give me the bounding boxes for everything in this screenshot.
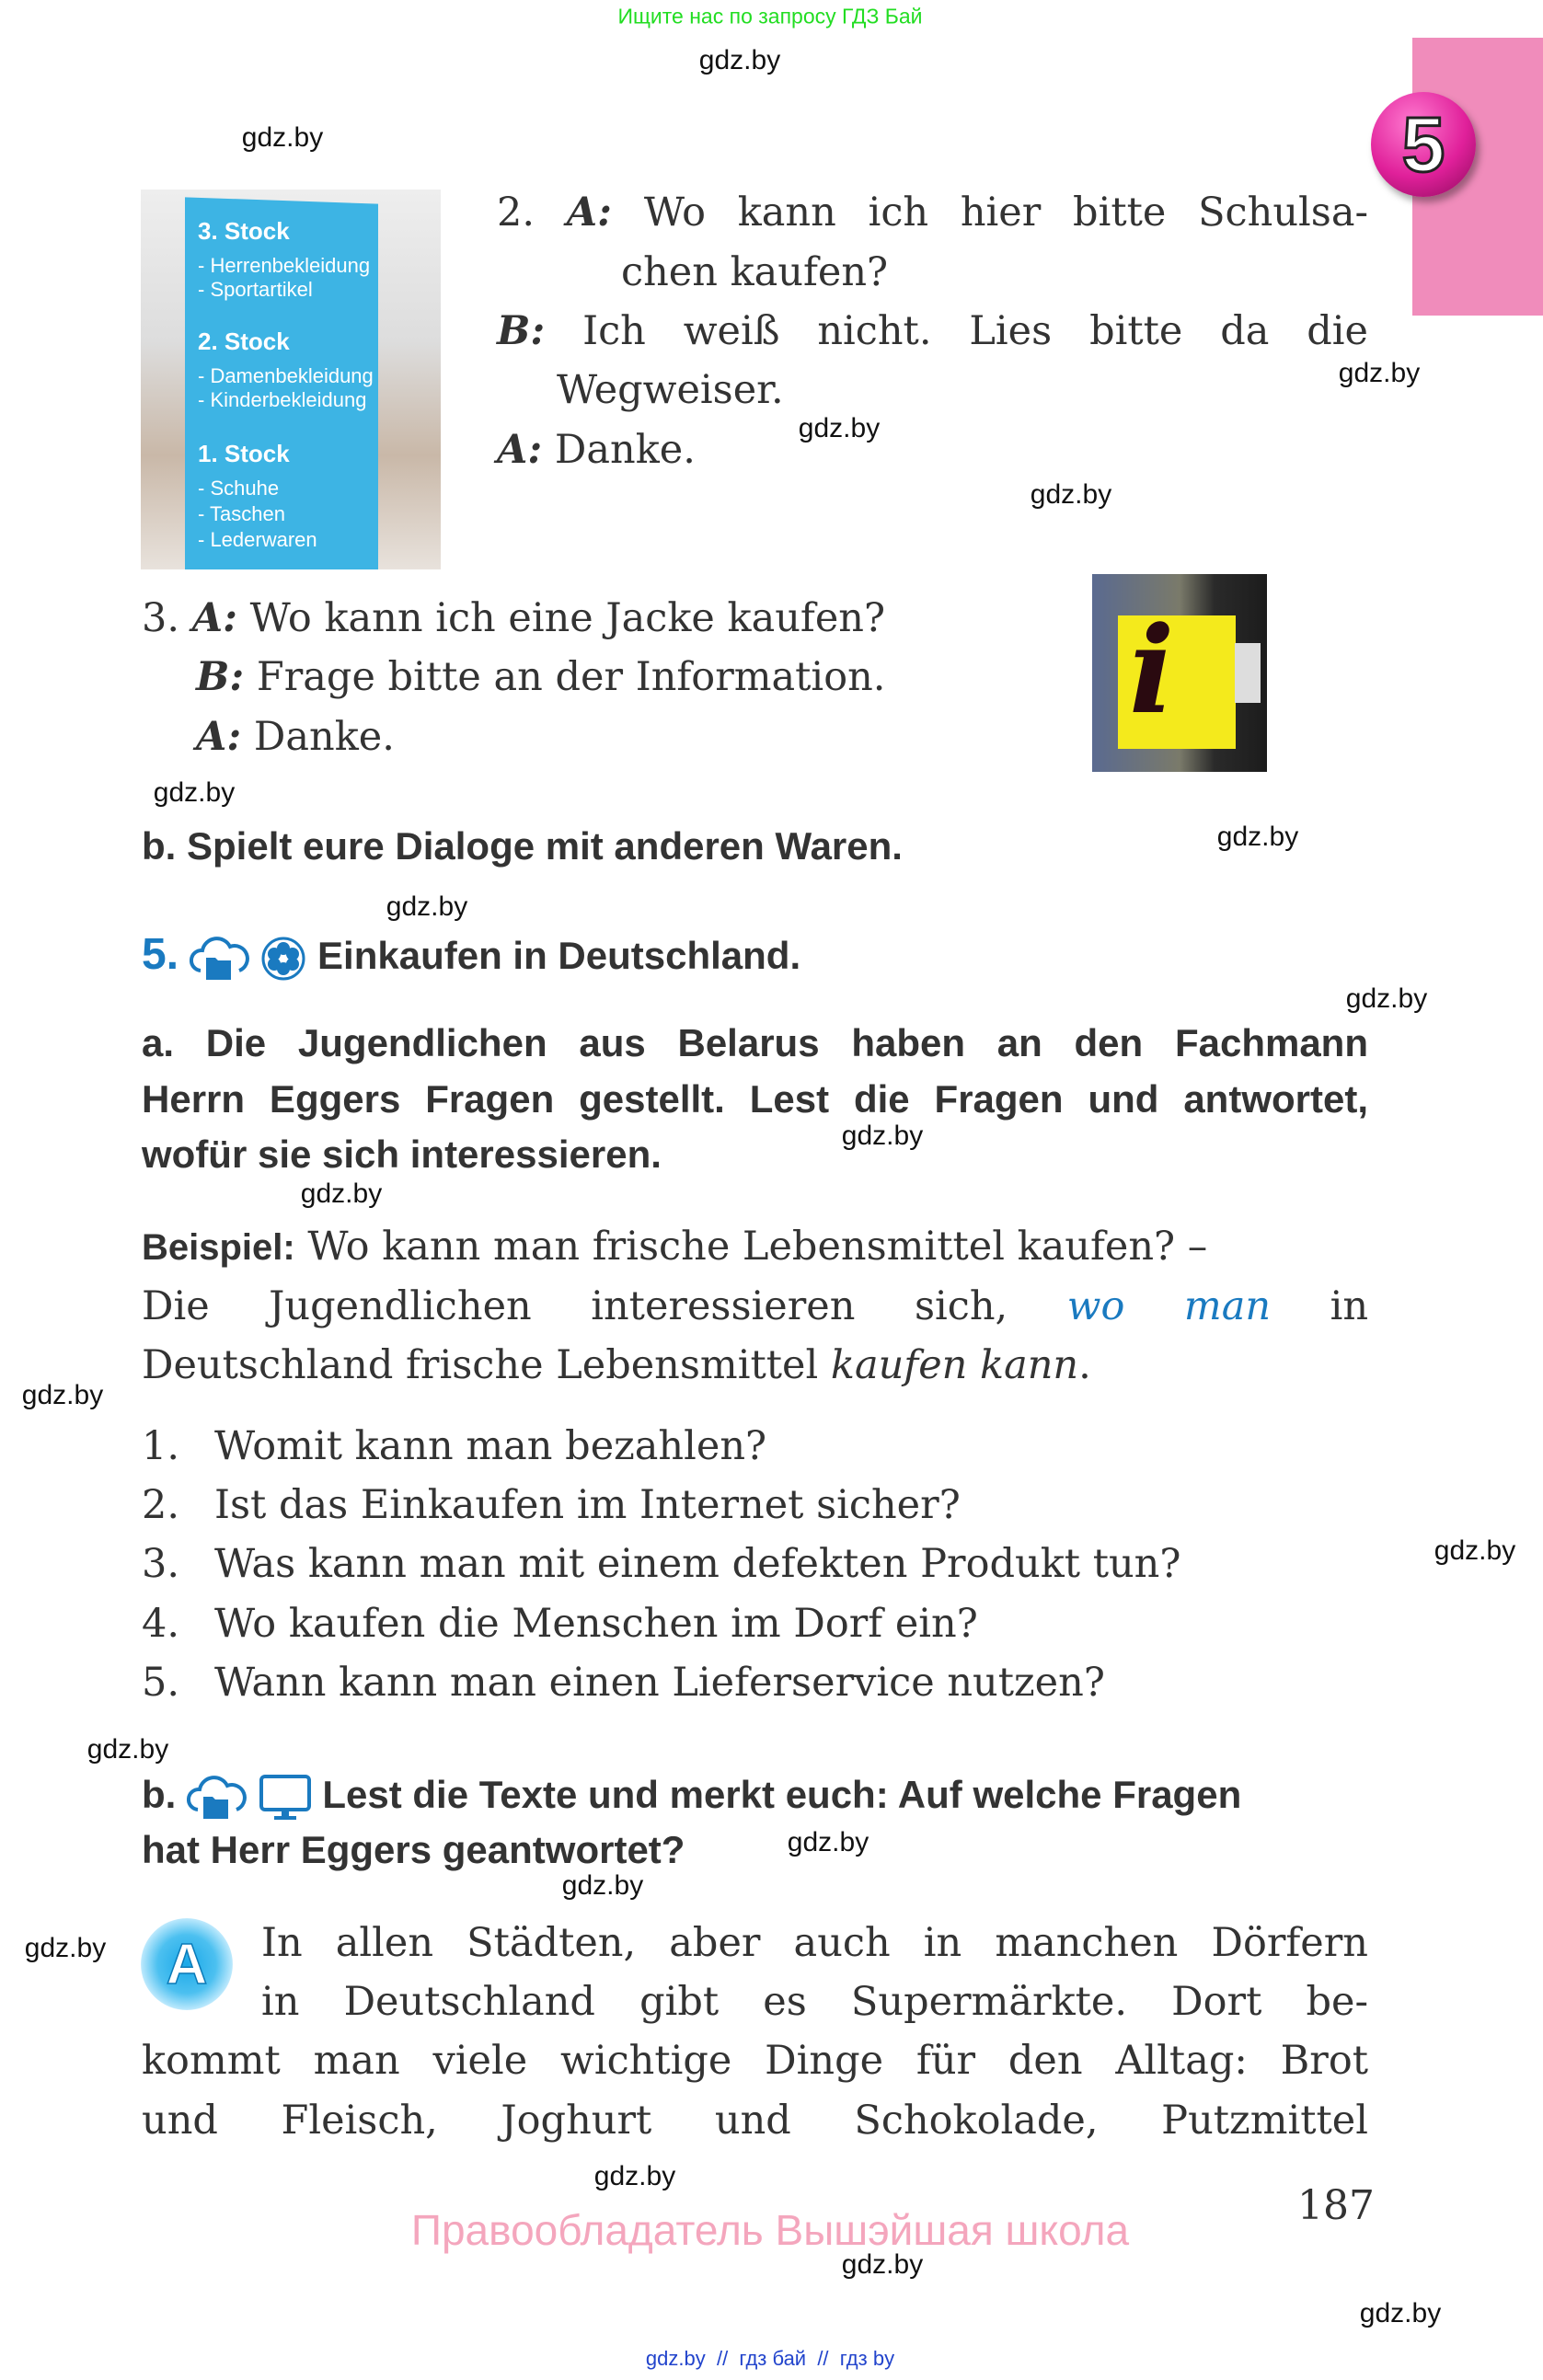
task-b-play: b. Spielt eure Dialoge mit anderen Waren. — [142, 824, 903, 868]
speaker-b: B: — [196, 654, 245, 700]
text-a-line: in Deutschland gibt es Supermärkte. Dort be- — [261, 1979, 1368, 2025]
chapter-badge: 5 — [1371, 92, 1476, 197]
exercise-heading — [142, 926, 800, 984]
flower-icon — [260, 936, 306, 982]
text-a-badge: A — [141, 1918, 233, 2010]
watermark: gdz.by — [86, 1734, 169, 1765]
card-holder — [1235, 643, 1261, 703]
watermark: gdz.by — [798, 413, 881, 443]
dialog-text: Danke. — [253, 714, 395, 760]
speaker-a: A: — [191, 595, 237, 641]
cloud-folder-icon — [187, 1775, 248, 1821]
task-label: b. — [142, 1773, 177, 1816]
question-item — [142, 1476, 961, 1535]
dialog2-line: Wegweiser. — [557, 367, 784, 413]
question-item — [142, 1417, 766, 1476]
watermark: gdz.by — [698, 45, 781, 75]
example-text: Die Jugendlichen interessieren sich, — [142, 1283, 1008, 1329]
computer-monitor-icon — [259, 1774, 312, 1822]
question-number: 3. — [142, 1541, 180, 1587]
task-b-line — [142, 1765, 1368, 1824]
watermark: gdz.by — [241, 122, 324, 153]
question-text: Wann kann man einen Lieferservice nutzen? — [214, 1660, 1105, 1706]
exercise-number: 5. — [142, 930, 179, 979]
watermark: gdz.by — [1434, 1535, 1516, 1566]
watermark: gdz.by — [153, 777, 236, 808]
watermark: gdz.by — [1338, 358, 1421, 388]
dialog-text: Wo kann ich hier bitte Schulsa- — [643, 190, 1369, 236]
question-text: Womit kann man bezahlen? — [214, 1423, 767, 1469]
speaker-a: A: — [196, 714, 242, 760]
sign-text: - Schuhe — [198, 477, 280, 500]
watermark: gdz.by — [1359, 2298, 1442, 2328]
task-a-line: Herrn Eggers Fragen gestellt. Lest die Fragen und antwortet, — [142, 1077, 1368, 1121]
task-b-line: hat Herr Eggers geantwortet? — [142, 1828, 685, 1871]
dialog-text: Frage bitte an der Information. — [256, 654, 886, 700]
dialog-text: Wo kann ich eine Jacke kaufen? — [249, 595, 886, 641]
sign-text: 3. Stock — [198, 217, 290, 245]
question-item — [142, 1594, 978, 1653]
copyright-notice: Правообладатель Вышэйшая школа — [410, 2206, 1130, 2254]
question-number: 4. — [142, 1601, 180, 1647]
watermark: gdz.by — [300, 1179, 383, 1209]
sign-text: - Lederwaren — [198, 528, 317, 551]
watermark: gdz.by — [386, 891, 468, 922]
information-sign-photo — [1092, 574, 1267, 772]
dialog-text: Danke. — [554, 427, 696, 473]
search-hint[interactable]: Ищите нас по запросу ГДЗ Бай — [617, 4, 923, 29]
example-line — [142, 1217, 1368, 1276]
item-number: 3. — [142, 595, 180, 641]
example-text: Wo kann man frische Lebensmittel kaufen? – — [307, 1224, 1208, 1270]
dialog3-line — [142, 589, 885, 648]
example-text: . — [1078, 1342, 1091, 1388]
footer-links[interactable]: gdz.by // гдз бай // гдз by — [645, 2347, 895, 2370]
watermark: gdz.by — [561, 1870, 644, 1901]
sign-text: 2. Stock — [198, 328, 290, 355]
watermark: gdz.by — [1216, 822, 1299, 852]
watermark: gdz.by — [593, 2161, 676, 2191]
watermark: gdz.by — [24, 1933, 107, 1963]
text-a-line: kommt man viele wichtige Dinge für den Alltag: Brot — [142, 2038, 1368, 2084]
highlighted-text: wo man — [1066, 1283, 1272, 1329]
question-item — [142, 1535, 1180, 1593]
task-text: Lest die Texte und merkt euch: Auf welche Fragen — [322, 1773, 1242, 1816]
question-item — [142, 1653, 1105, 1712]
text-a-line: In allen Städten, aber auch in manchen Dörfern — [261, 1920, 1368, 1966]
question-text: Was kann man mit einem defekten Produkt tun? — [214, 1541, 1181, 1587]
dialog2-line — [497, 302, 1368, 361]
question-text: Wo kaufen die Menschen im Dorf ein? — [214, 1601, 978, 1647]
page-number: 187 — [1297, 2182, 1375, 2229]
dialog-text: Ich weiß nicht. Lies bitte da die — [582, 308, 1368, 354]
example-text: in — [1330, 1283, 1369, 1329]
watermark: gdz.by — [1345, 983, 1428, 1014]
example-text: Deutschland frische Lebensmittel — [142, 1342, 819, 1388]
example-line — [142, 1336, 1091, 1395]
task-a-line: wofür sie sich interessieren. — [142, 1133, 662, 1176]
item-number: 2. — [497, 190, 535, 236]
sign-text: - Damenbekleidung — [198, 364, 374, 387]
example-label: Beispiel: — [142, 1227, 295, 1268]
question-number: 2. — [142, 1482, 180, 1528]
speaker-b: B: — [497, 308, 546, 354]
sign-text: - Taschen — [198, 502, 285, 525]
question-number: 5. — [142, 1660, 180, 1706]
speaker-a: A: — [497, 427, 543, 473]
task-a-line: a. Die Jugendlichen aus Belarus haben an den Fachmann — [142, 1021, 1368, 1064]
dialog2-line — [497, 420, 696, 479]
question-text: Ist das Einkaufen im Internet sicher? — [214, 1482, 961, 1528]
store-directory-photo — [141, 190, 441, 569]
dialog3-line — [196, 707, 395, 766]
dialog2-line: chen kaufen? — [621, 249, 889, 295]
sign-text: - Kinderbekleidung — [198, 388, 367, 411]
exercise-title: Einkaufen in Deutschland. — [317, 934, 801, 977]
example-line — [142, 1277, 1368, 1336]
sign-text: 1. Stock — [198, 440, 290, 467]
watermark: gdz.by — [787, 1827, 869, 1857]
sign-text: - Sportartikel — [198, 278, 313, 301]
watermark: gdz.by — [841, 2249, 924, 2280]
cloud-folder-icon — [190, 936, 250, 982]
watermark: gdz.by — [841, 1121, 924, 1151]
dialog2-line — [497, 183, 1368, 242]
italic-text: kaufen kann — [830, 1342, 1079, 1388]
info-icon: i — [1129, 600, 1175, 741]
speaker-a: A: — [566, 190, 613, 236]
sign-text: - Herrenbekleidung — [198, 254, 371, 277]
question-number: 1. — [142, 1423, 180, 1469]
watermark: gdz.by — [21, 1380, 104, 1410]
dialog3-line — [196, 648, 885, 707]
text-a-line: und Fleisch, Joghurt und Schokolade, Putzmittel — [142, 2098, 1368, 2144]
watermark: gdz.by — [1030, 479, 1112, 510]
